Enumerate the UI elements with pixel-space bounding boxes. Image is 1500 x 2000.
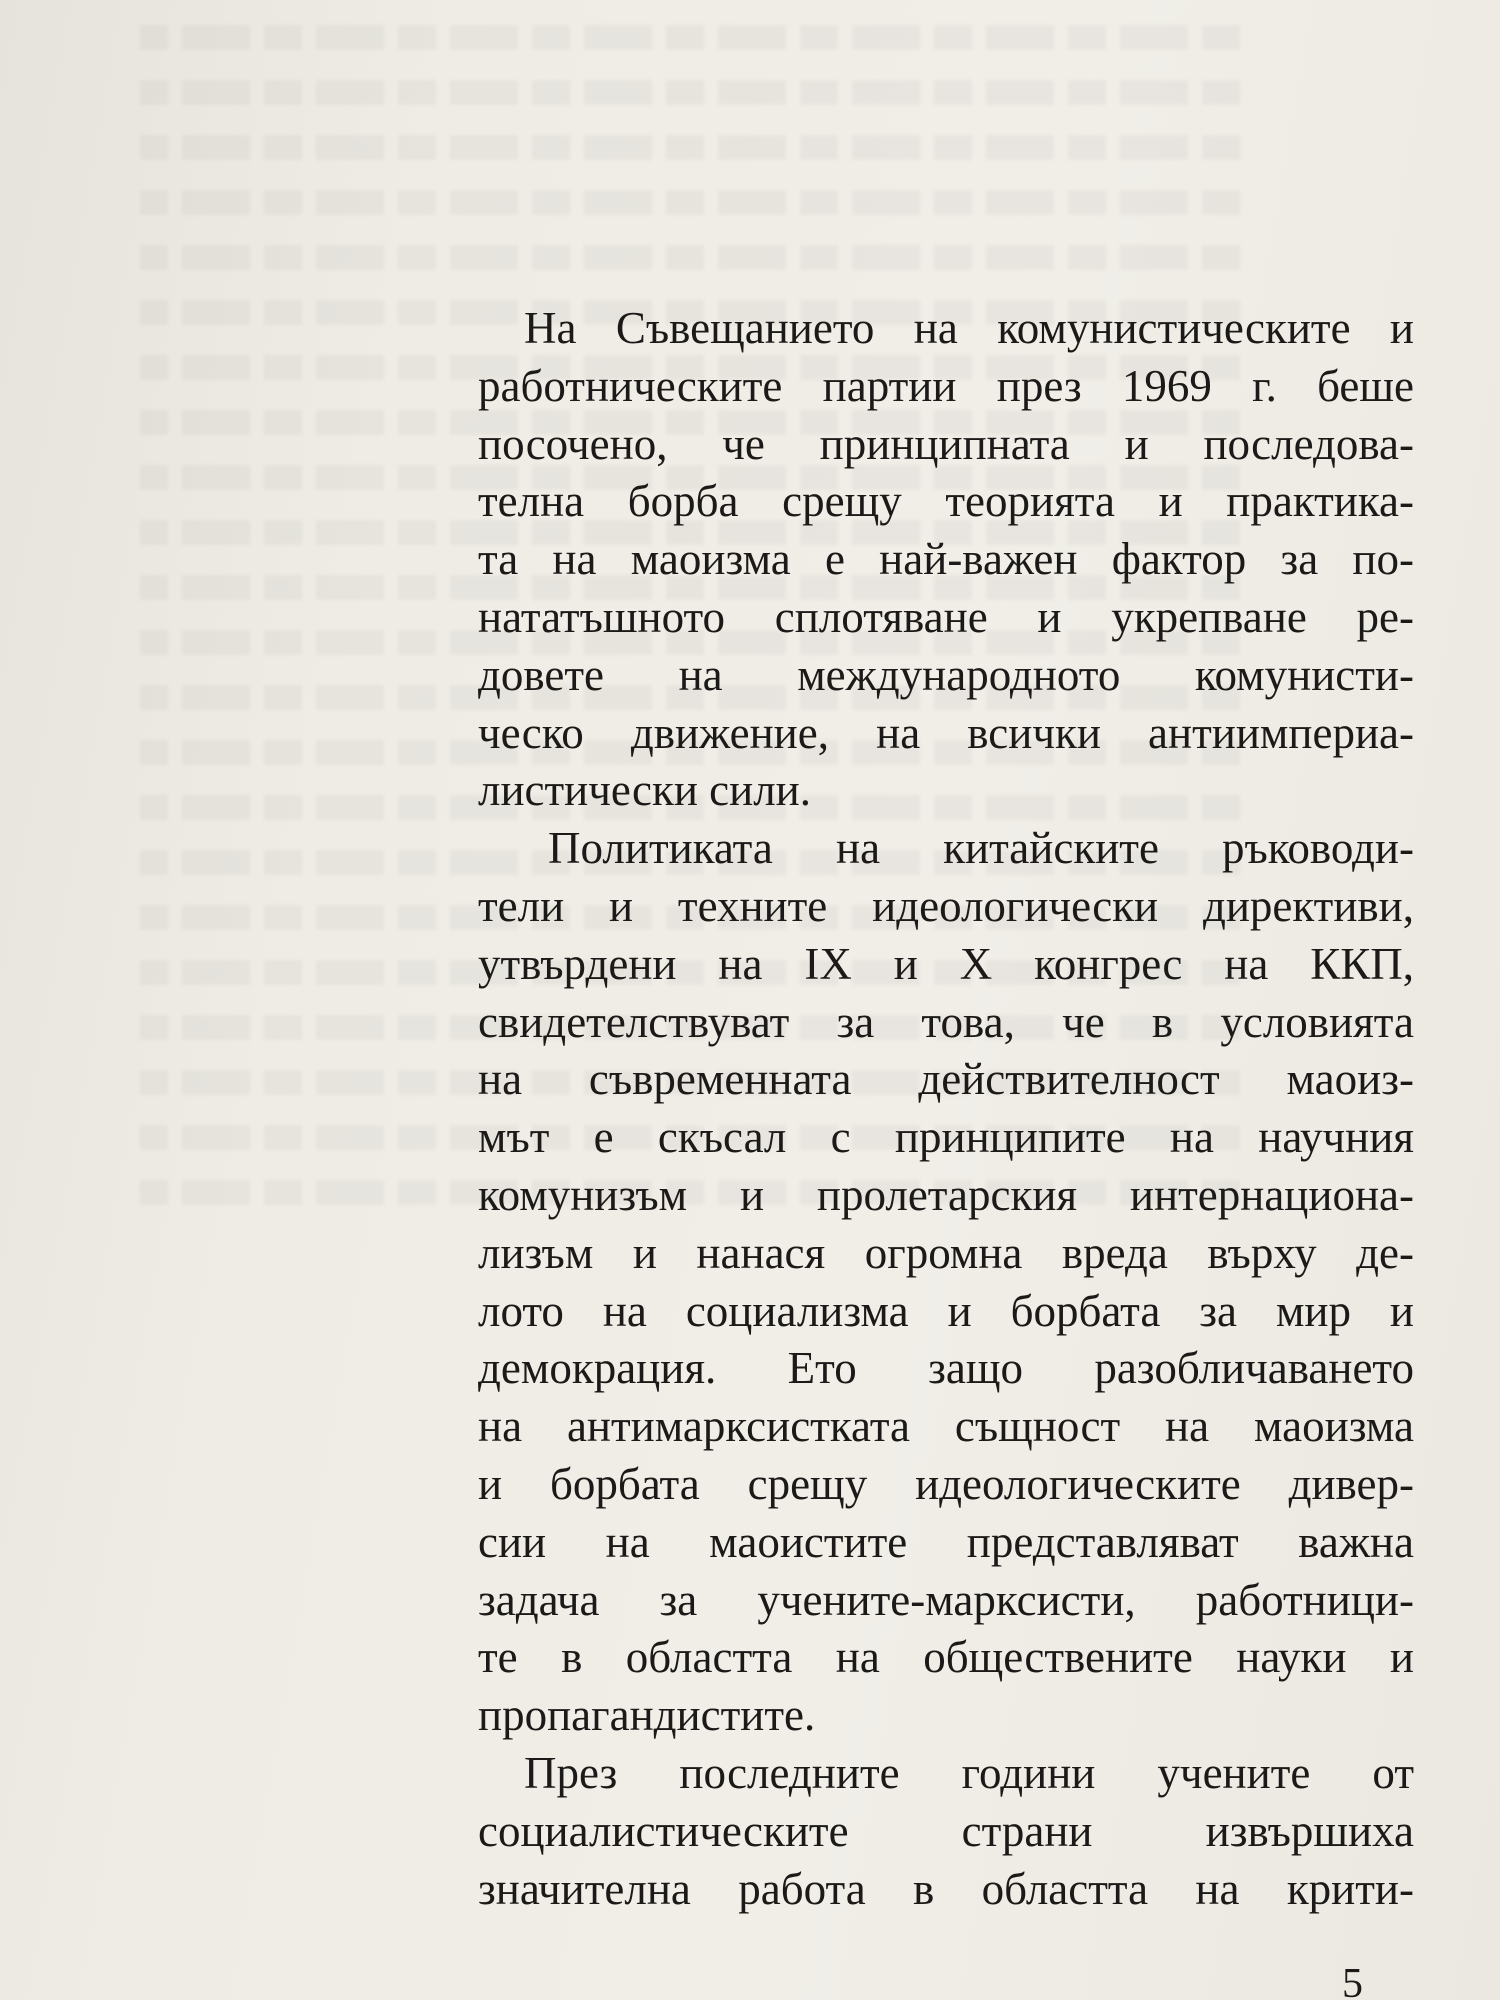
text-line: задача за учените-марксисти, работници- (478, 1574, 1414, 1625)
body-text (478, 300, 1414, 1918)
text-line: посочено, че принципната и последова- (478, 418, 1414, 469)
text-line: на антимарксистката същност на маоизма (478, 1401, 1414, 1452)
page-number: 5 (1342, 1961, 1363, 2000)
text-line: ческо движение, на всички антиимпериа- (478, 707, 1414, 758)
text-line: пропагандистите. (478, 1690, 816, 1741)
text-line: лото на социализма и борбата за мир и (478, 1285, 1414, 1336)
text-line: и борбата срещу идеологическите дивер- (478, 1458, 1414, 1509)
text-line: утвърдени на IX и X конгрес на ККП, (478, 938, 1414, 989)
text-line: та на маоизма е най-важен фактор за по- (478, 534, 1414, 585)
text-line: лизъм и нанася огромна вреда върху де- (478, 1227, 1414, 1278)
text-line: работническите партии през 1969 г. беше (478, 360, 1414, 411)
text-line: значителна работа в областта на крити- (478, 1863, 1414, 1914)
paragraph (478, 1745, 1414, 1918)
text-line: на съвременната действителност маоиз- (478, 1054, 1414, 1105)
paragraph (478, 820, 1414, 1745)
text-line: комунизъм и пролетарския интернациона- (478, 1169, 1414, 1220)
text-line: свидетелствуват за това, че в условията (478, 996, 1414, 1047)
text-line: нататъшното сплотяване и укрепване ре- (478, 591, 1414, 642)
text-line: социалистическите страни извършиха (478, 1805, 1414, 1856)
text-line: тели и техните идеологически директиви, (478, 880, 1414, 931)
text-line: демокрация. Ето защо разобличаването (478, 1343, 1414, 1394)
paragraph (478, 300, 1414, 820)
text-line: Политиката на китайските ръководи- (548, 823, 1414, 874)
text-line: довете на международното комунисти- (478, 649, 1414, 700)
text-line: телна борба срещу теорията и практика- (478, 476, 1414, 527)
text-line: През последните години учените от (524, 1747, 1414, 1798)
text-line: листически сили. (478, 765, 811, 816)
text-line: На Съвещанието на комунистическите и (524, 303, 1414, 353)
text-line: сии на маоистите представляват важна (478, 1516, 1414, 1567)
text-line: те в областта на обществените науки и (478, 1632, 1414, 1683)
text-line: мът е скъсал с принципите на научния (478, 1112, 1414, 1163)
